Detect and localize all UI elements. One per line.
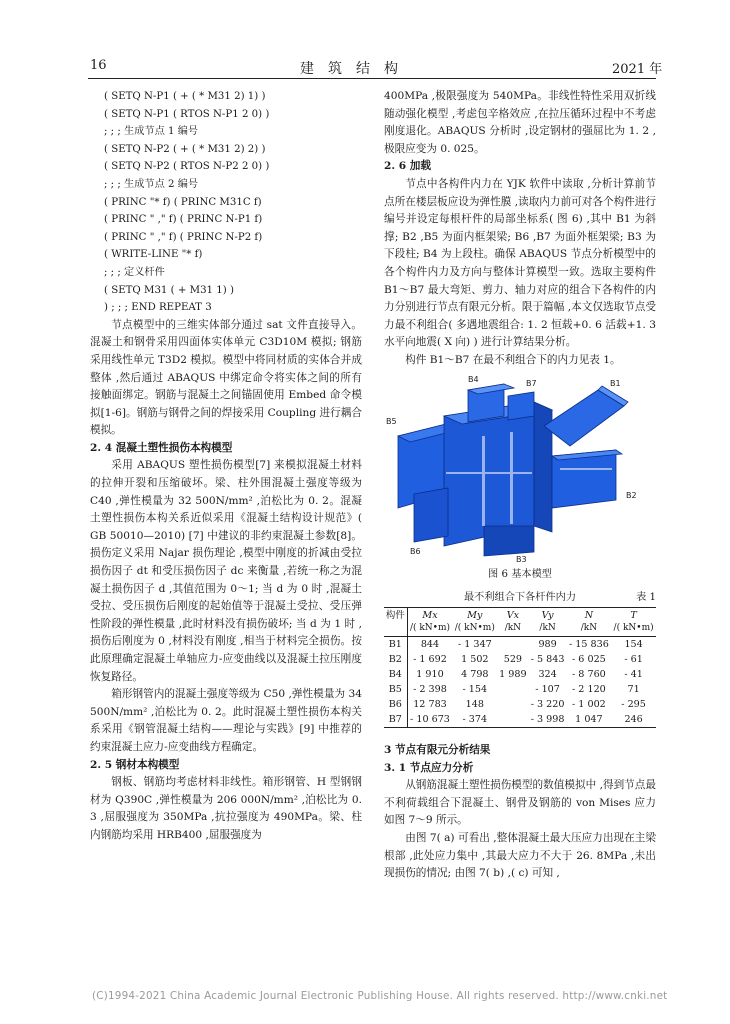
table-cell <box>497 682 528 697</box>
table-cell: 1 047 <box>567 712 612 728</box>
code-line: ( SETQ N-P1 ( + ( * M31 2) 1) ) <box>104 91 266 102</box>
table-cell <box>497 697 528 712</box>
paragraph-cdp-2: 箱形钢管内的混凝土强度等级为 C50 ,弹性模量为 34 500N/mm² ,泊松比为 0. 2。此时混凝土塑性损伤本构关系采用《钢管混凝土结构——理论与实践》[9] 中推荐的约束混凝土应力-应变曲线方程确定。 <box>90 688 362 753</box>
table-cell: - 5 843 <box>530 654 565 666</box>
code-line: ) ; ; ; END REPEAT 3 <box>104 302 212 314</box>
table-cell: 844 <box>407 637 452 653</box>
member-b7 <box>508 392 534 420</box>
header-symbol: T <box>630 610 637 622</box>
table-cell: - 61 <box>624 654 643 666</box>
table-cell: 1 502 <box>461 654 489 666</box>
table-caption <box>384 589 656 607</box>
journal-year: 2021 年 <box>612 62 663 77</box>
table-cell: 4 798 <box>461 669 489 681</box>
table-row <box>384 652 656 667</box>
section-heading-2-6: 2. 6 加载 <box>384 160 431 173</box>
paragraph-stress-2: 由图 7( a) 可看出 ,整体混凝土最大压应力出现在主梁根部 ,此处应力集中 ,其最大应力不大于 26. 8MPa ,未出现损伤的情况; 由图 7( b) ,( c) 可知 , <box>384 832 656 880</box>
member-b3 <box>484 526 534 556</box>
table-cell: - 2 120 <box>572 684 606 696</box>
code-line: ( SETQ N-P2 ( + ( * M31 2) 2) ) <box>104 143 266 155</box>
table-row <box>384 682 656 697</box>
label-b4: B4 <box>468 375 479 384</box>
header-unit: /( kN•m) <box>454 623 495 634</box>
table-cell <box>497 637 528 653</box>
table-row <box>384 697 656 712</box>
header-rule <box>88 78 656 79</box>
header-unit: /( kN•m) <box>409 623 451 634</box>
lisp-code-block <box>90 88 362 317</box>
paragraph-model-import: 节点模型中的三维实体部分通过 sat 文件直接导入。混凝土和钢骨采用四面体实体单元 C3D10M 模拟; 钢筋采用线性单元 T3D2 模拟。模型中将同材质的实体合并成整体 ,然后通过 ABAQUS 中绑定命令将实体之间的所有接触面绑定。钢筋与混凝土之间锚固使用 Embed 命令模拟[1-6]。钢筋与钢骨之间的焊接采用 Coupling 进行耦合模拟。 <box>90 318 362 437</box>
section-heading-3-1: 3. 1 节点应力分析 <box>384 761 474 774</box>
code-line: ; ; ; 定义杆件 <box>104 266 165 278</box>
label-b3: B3 <box>516 554 527 562</box>
header-symbol: N <box>584 610 594 622</box>
header-unit: /kN <box>580 623 598 634</box>
label-b7: B7 <box>526 378 537 388</box>
table-row <box>384 712 656 728</box>
table-row <box>384 637 656 653</box>
member-b6 <box>414 488 448 542</box>
header-symbol: Mx <box>422 610 438 622</box>
paragraph-steel-continued: 400MPa ,极限强度为 540MPa。非线性特性采用双折线随动强化模型 ,考虑包辛格效应 ,在拉压循环过程中不考虑刚度退化。ABAQUS 分析时 ,设定钢材的强屈比为 1. 2 ,极限应变为 0. 025。 <box>384 90 656 155</box>
header-symbol: Vy <box>541 610 554 622</box>
fe-model-illustration <box>384 376 656 562</box>
table-row <box>384 667 656 682</box>
table-cell: - 1 692 <box>407 652 452 667</box>
code-line: ( SETQ M31 ( + M31 1) ) <box>104 284 234 296</box>
table-cell <box>497 712 528 728</box>
code-line: ( PRINC " ," f) ( PRINC N-P1 f) <box>104 214 263 226</box>
table-cell: - 8 760 <box>572 669 606 681</box>
code-line: ( SETQ N-P2 ( RTOS N-P2 2 0) ) <box>104 161 270 173</box>
table-cell: - 15 836 <box>568 639 609 651</box>
table-cell: - 3 998 <box>529 712 567 728</box>
code-line: ( WRITE-LINE "* f) <box>104 249 203 261</box>
table-cell: - 3 220 <box>530 699 565 711</box>
table-cell: 529 <box>503 654 523 666</box>
table-cell: B2 <box>388 654 402 666</box>
table-cell: 71 <box>627 684 640 696</box>
table-cell: B7 <box>384 712 407 728</box>
left-column <box>90 88 362 845</box>
code-line: ( PRINC "* f) ( PRINC M31C f) <box>104 196 262 208</box>
paragraph-steel: 钢板、钢筋均考虑材料非线性。箱形钢管、H 型钢钢材为 Q390C ,弹性模量为 206 000N/mm² ,泊松比为 0. 3 ,屈服强度为 350MPa ,抗拉强度为 490MPa。梁、柱内钢筋均采用 HRB400 ,屈服强度为 <box>90 776 362 841</box>
table-cell: - 154 <box>462 684 488 696</box>
table-cell: - 107 <box>535 684 560 696</box>
table-cell: 148 <box>465 699 484 711</box>
table-cell: B5 <box>388 684 402 696</box>
paragraph-table-intro: 构件 B1～B7 在最不利组合下的内力见表 1。 <box>405 353 621 366</box>
copyright-footer: (C)1994-2021 China Academic Journal Electronic Publishing House. All rights reserved. http://www.cnki.net <box>92 990 668 1002</box>
header-unit: /kN <box>504 623 522 634</box>
journal-name: 建 筑 结 构 <box>300 61 398 77</box>
table-cell: B1 <box>388 639 402 651</box>
table-cell: 246 <box>611 712 656 728</box>
table-cell: - 1 002 <box>572 699 606 711</box>
code-line: ( SETQ N-P1 ( RTOS N-P1 2 0) ) <box>104 108 270 120</box>
label-b2: B2 <box>626 490 637 500</box>
code-line: ; ; ; 生成节点 1 编号 <box>104 126 199 138</box>
section-heading-2-4: 2. 4 混凝土塑性损伤本构模型 <box>90 441 233 454</box>
table-cell: 1 910 <box>407 667 452 682</box>
table-cell: - 1 347 <box>457 639 492 651</box>
table-cell: 12 783 <box>407 697 452 712</box>
header-symbol: My <box>467 610 483 622</box>
table-cell: 1 989 <box>499 669 527 681</box>
label-b1: B1 <box>610 378 621 388</box>
table-cell: 989 <box>538 639 557 651</box>
table-cell: B4 <box>388 669 402 681</box>
table-number: 表 1 <box>636 592 656 604</box>
table-header-cell <box>529 608 567 637</box>
table-header-cell <box>611 608 656 637</box>
table-header-cell <box>452 608 497 637</box>
internal-force-table <box>384 607 656 728</box>
table-title: 最不利组合下各杆件内力 <box>463 592 577 604</box>
table-cell: - 295 <box>621 699 646 711</box>
table-cell: 154 <box>624 639 643 651</box>
header-unit: /kN <box>539 623 556 634</box>
table-header-cell <box>497 608 528 637</box>
paragraph-stress-1: 从钢筋混凝土塑性损伤模型的数值模拟中 ,得到节点最不利荷载组合下混凝土、钢骨及钢筋的 von Mises 应力如图 7～9 所示。 <box>384 779 656 827</box>
label-b6: B6 <box>410 546 421 556</box>
table-header-cell <box>567 608 612 637</box>
figure-caption: 图 6 基本模型 <box>488 568 552 580</box>
code-line: ( PRINC " ," f) ( PRINC N-P2 f) <box>104 231 263 243</box>
label-b5: B5 <box>386 416 397 426</box>
header-symbol: 构件 <box>385 610 405 622</box>
code-line: ; ; ; 生成节点 2 编号 <box>104 178 199 190</box>
page-number: 16 <box>90 58 107 73</box>
section-heading-3: 3 节点有限元分析结果 <box>384 744 491 757</box>
header-unit: /( kN•m) <box>613 623 654 634</box>
paragraph-loading: 节点中各构件内力在 YJK 软件中读取 ,分析计算前节点所在楼层板应设为弹性膜 ,读取内力前可对各个构件进行编号并设定每根杆件的局部坐标系( 图 6) ,其中 B1 为斜撑; B2 ,B5 为面内框架梁; B6 ,B7 为面外框架梁; B3 为下段柱; B4 为上段柱。确保 ABAQUS 节点分析模型中的各个构件内力及方向与整体计算模型一致。选取主要构件 B1～B7 最大弯矩、剪力、轴力对应的组合下各构件的内力分别进行节点有限元分析。限于篇幅 ,本文仅选取节点受力最不利组合( 多遇地震组合: 1. 2 恒载+0. 6 活载+1. 3 水平向地震( X 向) ) 进行计算结果分析。 <box>384 177 656 349</box>
table-cell: - 41 <box>624 669 643 681</box>
header-symbol: Vx <box>506 610 520 622</box>
table-cell: B6 <box>388 699 402 711</box>
table-cell: - 374 <box>452 712 497 728</box>
table-header-cell <box>384 608 407 637</box>
table-cell: - 10 673 <box>407 712 452 728</box>
figure-basic-model <box>384 376 656 562</box>
table-header-cell <box>407 608 452 637</box>
table-cell: 324 <box>538 669 557 681</box>
section-heading-2-5: 2. 5 钢材本构模型 <box>90 758 180 771</box>
paragraph-cdp-1: 采用 ABAQUS 塑性损伤模型[7] 来模拟混凝土材料的拉伸开裂和压缩破坏。梁、柱外围混凝土强度等级为 C40 ,弹性模量为 32 500N/mm² ,泊松比为 0. 2。混凝土塑性损伤本构关系近似采用《混凝土结构设计规范》( GB 50010—2010) [7] 中建议的非约束混凝土参数[8]。损伤定义采用 Najar 损伤理论 ,模型中刚度的折减由受拉损伤因子 dt 和受压损伤因子 dc 来衡量 ,若统一称之为混凝土损伤因子 d ,其值范围为 0～1; 当 d 为 0 时 ,混凝土受拉、受压损伤后刚度的起始值等于混凝土受拉、受压弹性阶段的弹性模量 ,此时材料没有损伤破坏; 当 d 为 1 时 ,损伤后刚度为 0 ,材料没有刚度 ,相当于材料完全损伤。按此原理确定混凝土单轴应力-应变曲线以及混凝土拉压刚度恢复路径。 <box>90 459 362 683</box>
right-column <box>384 88 656 883</box>
table-cell: - 2 398 <box>407 682 452 697</box>
table-cell: - 6 025 <box>572 654 606 666</box>
